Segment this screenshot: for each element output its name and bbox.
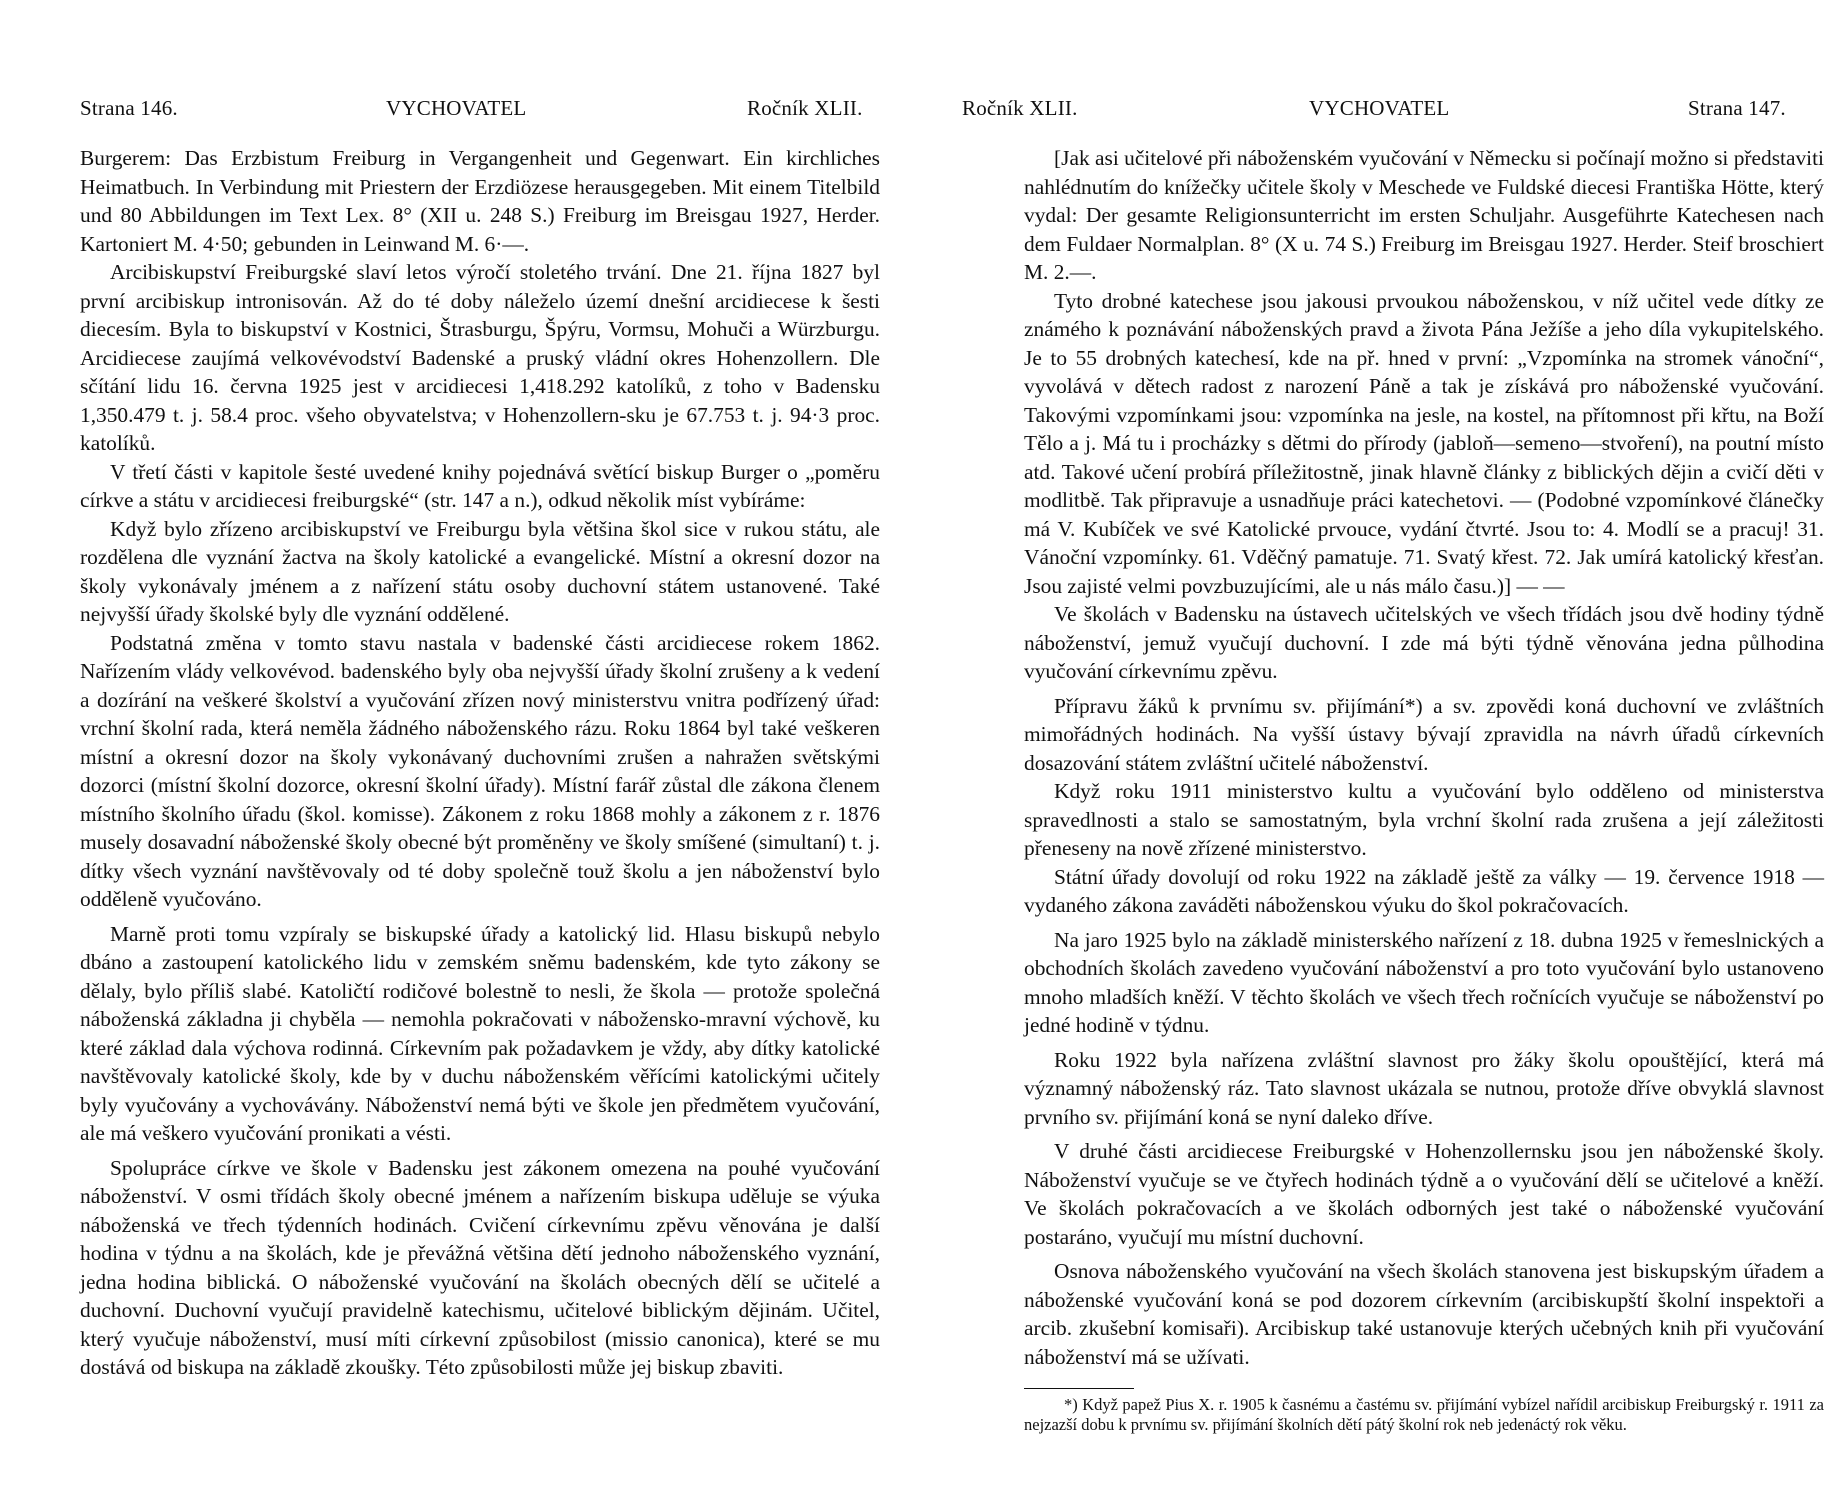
paragraph: Tyto drobné katechese jsou jakousi prvoukou náboženskou, v níž učitel vede dítky ze známého k poznávání náboženských pravd a života Pána Ježíše a jeho díla vykupitelského. Je to 55 drobných katechesí, kde na př. hned v první: „Vzpomínka na stromek vánoční“, vyvolává v dětech radost z narození Páně a tak je získává pro náboženské vyučování. Takovými vzpomínkami jsou: vzpomínka na jesle, na kostel, na přítomnost při křtu, na Boží Tělo a j. Má tu i procházky s dětmi do přírody (jabloň—semeno—stvoření), na poutní místo atd. Takové učení probírá příležitostně, jinak hlavně články z biblických dějin a cvičí děti v modlitbě. Tak připravuje a usnadňuje práci katechetovi. — (Podobné vzpomínkové článečky má V. Kubíček ve své Katolické prvouce, vydání čtvrté. Jsou to: 4. Modlí se a pracuj! 31. Vánoční vzpomínky. 61. Vděčný pamatuje. 71. Svatý křest. 72. Jak umírá katolický křesťan. Jsou zajisté velmi povzbuzujícími, ale u nás málo času.)] — — bbox=[1024, 288, 1824, 598]
paragraph: Státní úřady dovolují od roku 1922 na základě ještě za války — 19. července 1918 — vydaného zákona zaváděti náboženskou výuku do škol pokračovacích. bbox=[1024, 864, 1824, 917]
paragraph: Když bylo zřízeno arcibiskupství ve Freiburgu byla většina škol sice v rukou státu, ale rozdělena dle vyznání žactva na školy katolické a evangelické. Místní a okresní dozor na školy vykonávaly jménem a z nařízení státu osoby duchovní státem ustanovené. Také nejvyšší úřady školské byly dle vyznání oddělené. bbox=[80, 516, 880, 626]
paragraph: Osnova náboženského vyučování na všech školách stanovena jest biskupským úřadem a náboženské vyučování koná se pod dozorem církevním (arcibiskupští školní inspektoři a arcib. zkušební komisaři). Arcibiskup také ustanovuje kterých učebných knih při vyučování náboženství má se užívati. bbox=[1024, 1259, 1824, 1369]
footnote bbox=[1024, 1395, 1824, 1435]
paragraph: Na jaro 1925 bylo na základě ministerského nařízení z 18. dubna 1925 v řemeslnických a obchodních školách zavedeno vyučování náboženství a pro toto vyučování bylo ustanoveno mnoho mladších kněží. V těchto školách ve všech třech ročnících vyučuje se náboženství po jedné hodině v týdnu. bbox=[1024, 927, 1824, 1037]
right-journal-title: VYCHOVATEL bbox=[1309, 96, 1450, 120]
paragraph: Přípravu žáků k prvnímu sv. přijímání*) a sv. zpovědi koná duchovní ve zvláštních mimořádných hodinách. Na vyšší ústavy bývají zpravidla na návrh úřadů církevních dosazování státem zvláštní učitelé náboženství. bbox=[1024, 693, 1824, 775]
paragraph: V druhé části arcidiecese Freiburgské v Hohenzollernsku jsou jen náboženské školy. Náboženství vyučuje se ve čtyřech hodinách týdně a o vyučování dělí se učitelové a kněží. Ve školách pokračovacích a ve školách odborných jest také o náboženské vyučování postaráno, vyučují mu místní duchovní. bbox=[1024, 1139, 1824, 1249]
paragraph: Arcibiskupství Freiburgské slaví letos výročí stoletého trvání. Dne 21. října 1827 byl první arcibiskup intronisován. Až do té doby náleželo území dnešní arcidiecese k šesti diecesím. Byla to biskupství v Kostnici, Štrasburgu, Špýru, Vormsu, Mohuči a Würzburgu. Arcidiecese zaujímá velkovévodství Badenské a pruský vládní okres Hohenzollern. Dle sčítání lidu 16. června 1925 jest v arcidiecesi 1,418.292 katolíků, z toho v Badensku 1,350.479 t. j. 58.4 proc. všeho obyvatelstva; v Hohenzollern-sku je 67.753 t. j. 94·3 proc. katolíků. bbox=[80, 260, 880, 455]
right-page-body bbox=[1024, 144, 1824, 1371]
left-journal-title: VYCHOVATEL bbox=[386, 96, 527, 120]
paragraph: Ve školách v Badensku na ústavech učitelských ve všech třídách jsou dvě hodiny týdně náboženství, jemuž vyučují duchovní. I zde má býti týdně věnována jedna půlhodina vyučování církevnímu zpěvu. bbox=[1024, 602, 1824, 683]
paragraph: Podstatná změna v tomto stavu nastala v badenské části arcidiecese rokem 1862. Nařízením vlády velkovévod. badenského byly oba nejvyšší úřady školní zrušeny a k vedení a dozírání na veškeré školství a vyučování zřízen nový ministerstvu vnitra podřízený úřad: vrchní školní rada, která neměla žádného náboženského rázu. Roku 1864 byl také veškeren místní a okresní dozor na školy vykonávaný duchovními zrušen a nahražen světskými dozorci (místní školní dozorce, okresní školní úřady). Místní farář zůstal dle zákona členem místního školního úřadu (škol. komisse). Zákonem z roku 1868 mohly a zákonem z r. 1876 musely dosavadní náboženské školy obecné být proměněny ve školy smíšené (simultaní) t. j. dítky všech vyznání navštěvovaly od té doby společně touž školu a jen náboženství bylo odděleně vyučováno. bbox=[80, 630, 880, 911]
paragraph: Spolupráce církve ve škole v Badensku jest zákonem omezena na pouhé vyučování náboženství. V osmi třídách školy obecné jménem a nařízením biskupa uděluje se výuka náboženská ve třech týdenních hodinách. Cvičení církevnímu zpěvu věnována je další hodina v týdnu a na školách, kde je převážná většina dětí jednoho náboženského vyznání, jedna hodina biblická. O náboženské vyučování na školách obecných dělí se učitelé a duchovní. Duchovní vyučují pravidelně katechismu, učitelové biblickým dějinám. Učitel, který vyučuje náboženství, musí míti církevní způsobilost (missio canonica), které se mu dostává od biskupa na základě zkoušky. Této způsobilosti může jej biskup zbaviti. bbox=[80, 1155, 880, 1379]
paragraph: [Jak asi učitelové při náboženském vyučování v Německu si počínají možno si představiti nahlédnutím do knížečky učitele školy v Meschede ve Fuldské diecesi Františka Hötte, který vydal: Der gesamte Religionsunterricht im ersten Schuljahr. Ausgeführte Katechesen nach dem Fuldaer Normalplan. 8° (X u. 74 S.) Freiburg im Breisgau 1927. Herder. Steif broschiert M. 2.—. bbox=[1024, 146, 1824, 284]
left-volume: Ročník XLII. bbox=[747, 96, 863, 120]
paragraph: Burgerem: Das Erzbistum Freiburg in Vergangenheit und Gegenwart. Ein kirchliches Heimatbuch. In Verbindung mit Priestern der Erzdiözese herausgegeben. Mit einem Titelbild und 80 Abbildungen im Text Lex. 8° (XII u. 248 S.) Freiburg im Breisgau 1927, Herder. Kartoniert M. 4·50; gebunden in Leinwand M. 6·—. bbox=[80, 146, 880, 256]
left-page-body bbox=[80, 144, 880, 1382]
paragraph: V třetí části v kapitole šesté uvedené knihy pojednává světící biskup Burger o „poměru církve a státu v arcidiecesi freiburgské“ (str. 147 a n.), odkud několik míst vybíráme: bbox=[80, 459, 880, 512]
right-page bbox=[916, 0, 1832, 1500]
left-page-number: Strana 146. bbox=[80, 96, 178, 120]
footnote-divider bbox=[1024, 1388, 1134, 1389]
right-volume: Ročník XLII. bbox=[962, 96, 1078, 120]
footnote-text: *) Když papež Pius X. r. 1905 k časnému a častému sv. přijímání vybízel nařídil arcibiskup Freiburgský r. 1911 za nejzazší dobu k prvnímu sv. přijímání školních dětí pátý školní rok neb jedenáctý rok věku. bbox=[1024, 1395, 1824, 1434]
paragraph: Roku 1922 byla nařízena zvláštní slavnost pro žáky školu opouštějící, která má významný náboženský ráz. Tato slavnost ukázala se nutnou, protože dříve obvyklá slavnost prvního sv. přijímání koná se nyní daleko dříve. bbox=[1024, 1047, 1824, 1129]
paragraph: Když roku 1911 ministerstvo kultu a vyučování bylo odděleno od ministerstva spravedlnosti a stalo se samostatným, byla vrchní školní rada zrušena a její záležitosti přeneseny na nově zřízené ministerstvo. bbox=[1024, 779, 1824, 860]
right-page-number: Strana 147. bbox=[1688, 96, 1786, 120]
paragraph: Marně proti tomu vzpíraly se biskupské úřady a katolický lid. Hlasu biskupů nebylo dbáno a zastoupení katolického lidu v zemském sněmu badenském, kde tyto zákony se dělaly, bylo příliš slabé. Katoličtí rodičové bolestně to nesli, že škola — protože společná náboženská základna ji chyběla — nemohla pokračovati v nábožensko-mravní výchově, ku které základ dala výchova rodinná. Církevním pak požadavkem je vždy, aby dítky katolické navštěvovaly katolické školy, kde by v duchu náboženském věřícími katolickými učitely byly vyučovány a vychovávány. Náboženství nemá býti ve škole jen předmětem vyučování, ale má veškero vyučování pronikati a vésti. bbox=[80, 921, 880, 1145]
